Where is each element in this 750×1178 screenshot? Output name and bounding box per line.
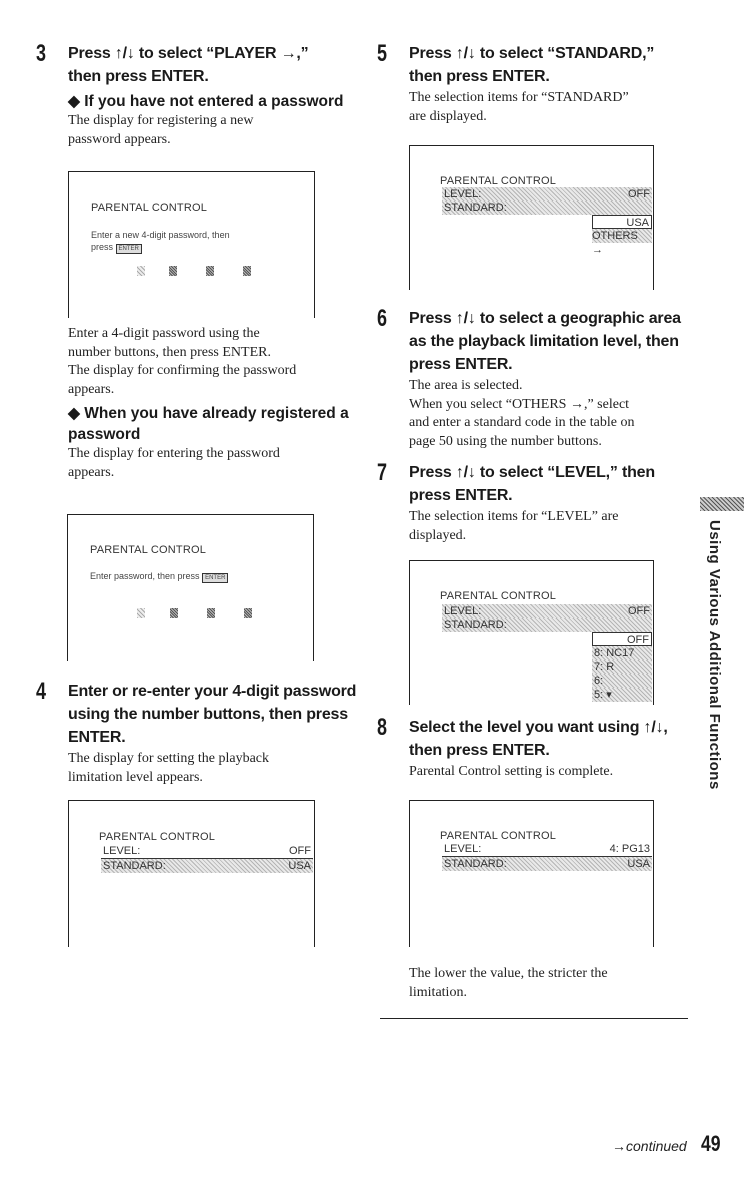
step-heading-line: then press ENTER.	[68, 68, 209, 85]
step-number: 3	[36, 40, 47, 67]
level-option: OFF	[592, 632, 652, 646]
body-line: limitation.	[409, 984, 467, 1000]
standard-row: STANDARD: USA	[103, 860, 311, 872]
standard-row: STANDARD:	[442, 201, 652, 215]
password-digit-box	[206, 266, 214, 276]
body-line: The display for registering a new	[68, 113, 254, 128]
body-line: displayed.	[409, 527, 467, 543]
option-others: OTHERS →	[592, 229, 652, 243]
password-digit-box	[243, 266, 251, 276]
step-number: 5	[377, 40, 388, 67]
standard-row: STANDARD:	[442, 618, 652, 632]
level-row: LEVEL: OFF	[444, 188, 650, 200]
level-option: 5: ▾	[592, 688, 652, 702]
step-heading-line: then press ENTER.	[409, 742, 550, 759]
level-row: LEVEL: OFF	[103, 845, 311, 857]
side-tab-label: Using Various Additional Functions	[706, 520, 723, 790]
subheading: ◆ If you have not entered a password	[68, 93, 344, 110]
body-line: appears.	[68, 464, 115, 480]
body-line: The selection items for “STANDARD”	[409, 90, 629, 105]
body-line: The area is selected.	[409, 378, 523, 393]
body-line: password appears.	[68, 131, 171, 147]
tv-screen-step-4	[68, 800, 315, 947]
step-number: 4	[36, 678, 47, 705]
footer-rule	[380, 1018, 688, 1019]
body-line: page 50 using the number buttons.	[409, 433, 602, 449]
level-option: 6:	[592, 674, 652, 688]
body-line: The display for entering the password	[68, 446, 280, 461]
step-heading-line: Press ↑/↓ to select a geographic area	[409, 310, 681, 327]
screen-title: PARENTAL CONTROL	[440, 830, 557, 842]
body-line: The display for setting the playback	[68, 751, 269, 766]
password-digit-box	[170, 608, 178, 618]
body-line: The lower the value, the stricter the	[409, 966, 608, 981]
body-line: The selection items for “LEVEL” are	[409, 509, 619, 524]
body-line: limitation level appears.	[68, 769, 203, 785]
step-heading-line: as the playback limitation level, then	[409, 333, 679, 350]
screen-title: PARENTAL CONTROL	[91, 202, 208, 214]
step-heading-line: press ENTER.	[409, 356, 513, 373]
step-number: 7	[377, 459, 388, 486]
subheading: password	[68, 426, 141, 443]
body-line: When you select “OTHERS →,” select	[409, 396, 630, 412]
step-heading-line: ENTER.	[68, 729, 126, 746]
password-digit-box	[169, 266, 177, 276]
screen-prompt: Enter a new 4-digit password, then press ENTER	[91, 230, 230, 252]
step-heading-line: press ENTER.	[409, 487, 513, 504]
body-line: appears.	[68, 381, 115, 397]
tv-screen-enter-password	[67, 514, 314, 661]
step-heading-line: Select the level you want using ↑/↓,	[409, 719, 668, 736]
option-usa: USA	[592, 215, 652, 229]
page-number: 49	[701, 1131, 721, 1156]
step-3-continued	[68, 325, 368, 482]
body-line: and enter a standard code in the table on	[409, 415, 635, 430]
body-line: Enter a 4-digit password using the	[68, 326, 260, 341]
body-line: The display for confirming the password	[68, 363, 297, 378]
password-digit-box	[244, 608, 252, 618]
step-heading-line: using the number buttons, then press	[68, 706, 348, 723]
body-line: are displayed.	[409, 108, 487, 124]
level-row: LEVEL: 4: PG13	[444, 843, 650, 855]
standard-row: STANDARD: USA	[444, 858, 650, 870]
footer-note	[409, 965, 709, 1002]
tv-screen-register	[68, 171, 315, 318]
side-tab-marker	[700, 497, 744, 511]
body-line: Parental Control setting is complete.	[409, 764, 614, 779]
screen-title: PARENTAL CONTROL	[99, 831, 216, 843]
tv-screen-step-8	[409, 800, 654, 947]
step-heading-line: then press ENTER.	[409, 68, 550, 85]
screen-title: PARENTAL CONTROL	[90, 544, 207, 556]
enter-key-icon: ENTER	[116, 244, 142, 254]
step-number: 6	[377, 305, 388, 332]
tv-screen-step-7	[409, 560, 654, 705]
step-heading-line: Press ↑/↓ to select “LEVEL,” then	[409, 464, 655, 481]
step-heading-line: Press ↑/↓ to select “PLAYER →,”	[68, 45, 309, 62]
screen-prompt: Enter password, then press ENTER	[90, 570, 300, 583]
continued-label: →continued	[612, 1138, 687, 1154]
enter-key-icon: ENTER	[202, 573, 228, 583]
level-option: 8: NC17	[592, 646, 652, 660]
step-number: 8	[377, 714, 388, 741]
level-option: 7: R	[592, 660, 652, 674]
password-digit-box	[207, 608, 215, 618]
subheading: ◆ When you have already registered a	[68, 405, 349, 422]
password-digit-box	[137, 608, 145, 618]
step-heading-line: Press ↑/↓ to select “STANDARD,”	[409, 45, 655, 62]
tv-screen-step-5	[409, 145, 654, 290]
screen-title: PARENTAL CONTROL	[440, 590, 557, 602]
screen-title: PARENTAL CONTROL	[440, 175, 557, 187]
body-line: number buttons, then press ENTER.	[68, 344, 271, 360]
password-digit-box	[137, 266, 145, 276]
step-heading-line: Enter or re-enter your 4-digit password	[68, 683, 357, 700]
level-row: LEVEL: OFF	[444, 605, 650, 617]
